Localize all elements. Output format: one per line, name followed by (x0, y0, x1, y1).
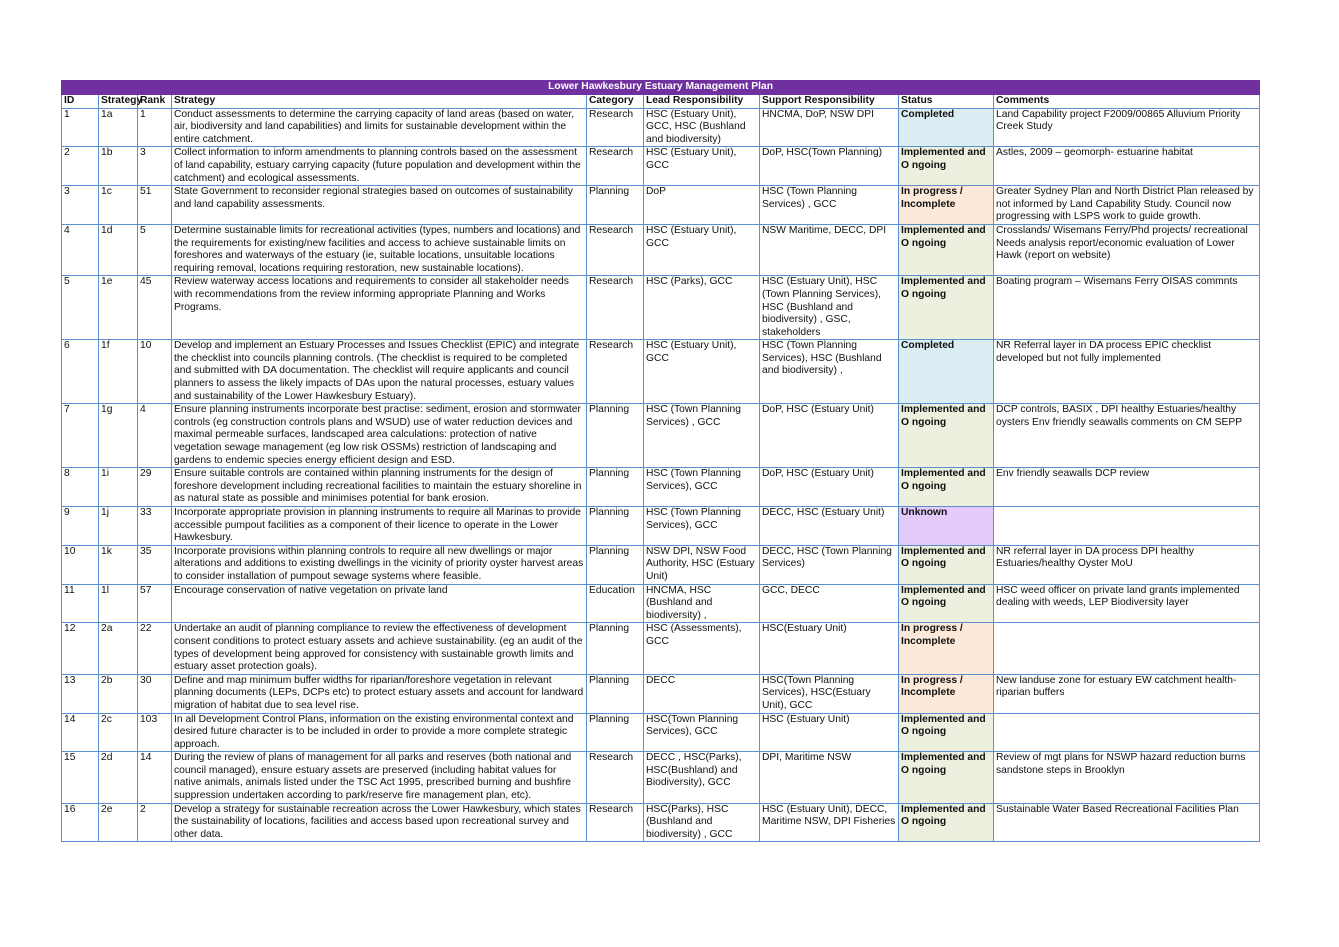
cell-strategy: Encourage conservation of native vegetation on private land (172, 584, 587, 623)
cell-lead-responsibility: HSC (Town Planning Services), GCC (644, 468, 760, 507)
cell-rank: 4 (138, 404, 172, 468)
management-plan-table (61, 80, 1260, 842)
cell-id: 10 (62, 545, 99, 584)
cell-strategy-code: 1l (99, 584, 138, 623)
cell-support-responsibility: HSC(Estuary Unit) (760, 623, 899, 674)
cell-status: Implemented and O ngoing (899, 147, 994, 186)
cell-lead-responsibility: HSC (Assessments), GCC (644, 623, 760, 674)
cell-comments: DCP controls, BASIX , DPI healthy Estuaries/healthy oysters Env friendly seawalls comments on CM SEPP (994, 404, 1260, 468)
header-support-responsibility: Support Responsibility (760, 95, 899, 109)
header-category: Category (587, 95, 644, 109)
cell-rank: 29 (138, 468, 172, 507)
cell-id: 6 (62, 340, 99, 404)
cell-category: Research (587, 147, 644, 186)
cell-id: 5 (62, 276, 99, 340)
cell-support-responsibility: DoP, HSC(Town Planning) (760, 147, 899, 186)
cell-strategy-code: 2c (99, 713, 138, 752)
cell-strategy-code: 1k (99, 545, 138, 584)
cell-id: 16 (62, 803, 99, 842)
cell-strategy: Develop a strategy for sustainable recreation across the Lower Hawkesbury, which states the sustainability of locations, facilities and access based upon recreational survey and other data. (172, 803, 587, 842)
cell-category: Research (587, 803, 644, 842)
cell-support-responsibility: HSC (Town Planning Services), HSC (Bushland and biodiversity) , (760, 340, 899, 404)
cell-id: 2 (62, 147, 99, 186)
cell-lead-responsibility: DECC , HSC(Parks), HSC(Bushland) and Biodiversity), GCC (644, 752, 760, 803)
cell-support-responsibility: HNCMA, DoP, NSW DPI (760, 108, 899, 147)
cell-status: Implemented and O ngoing (899, 224, 994, 275)
table-row (62, 276, 1260, 340)
cell-strategy: Review waterway access locations and requirements to consider all stakeholder needs with recommendations from the review informing appropriate Planning and Works Programs. (172, 276, 587, 340)
table-title: Lower Hawkesbury Estuary Management Plan (62, 81, 1260, 95)
cell-lead-responsibility: HSC(Town Planning Services), GCC (644, 713, 760, 752)
cell-status: Implemented and O ngoing (899, 545, 994, 584)
cell-status: In progress / Incomplete (899, 623, 994, 674)
cell-strategy: Determine sustainable limits for recreational activities (types, numbers and locations) and the requirements for existing/new facilities and access to achieve sustainable limits on foreshores and waterways of the estuary (ie, suitable locations, unsuitable locations requiring removal, locations requiring restoration, new sustainable locations). (172, 224, 587, 275)
cell-lead-responsibility: HSC (Estuary Unit), GCC (644, 340, 760, 404)
cell-strategy-code: 1i (99, 468, 138, 507)
spreadsheet (61, 80, 1259, 842)
cell-support-responsibility: HSC (Estuary Unit) (760, 713, 899, 752)
cell-id: 11 (62, 584, 99, 623)
cell-lead-responsibility: NSW DPI, NSW Food Authority, HSC (Estuary Unit) (644, 545, 760, 584)
cell-strategy: Incorporate provisions within planning controls to require all new dwellings or major alterations and additions to existing dwellings in the vicinity of priority oyster harvest areas to consider installation of pumpout sewage systems where feasible. (172, 545, 587, 584)
cell-id: 12 (62, 623, 99, 674)
table-row (62, 468, 1260, 507)
cell-rank: 33 (138, 507, 172, 546)
cell-category: Planning (587, 674, 644, 713)
cell-category: Planning (587, 468, 644, 507)
cell-comments: Land Capability project F2009/00865 Alluvium Priority Creek Study (994, 108, 1260, 147)
cell-rank: 103 (138, 713, 172, 752)
cell-strategy-code: 1j (99, 507, 138, 546)
cell-status: Implemented and O ngoing (899, 404, 994, 468)
table-row (62, 108, 1260, 147)
cell-support-responsibility: DPI, Maritime NSW (760, 752, 899, 803)
cell-strategy: Ensure suitable controls are contained within planning instruments for the design of foreshore development including recreational facilities to maintain the estuary shoreline in as natural state as possible and minimises potential for bank erosion. (172, 468, 587, 507)
cell-strategy-code: 2b (99, 674, 138, 713)
cell-support-responsibility: HSC (Estuary Unit), HSC (Town Planning Services), HSC (Bushland and biodiversity) , GSC, stakeholders (760, 276, 899, 340)
table-row (62, 545, 1260, 584)
cell-support-responsibility: DoP, HSC (Estuary Unit) (760, 404, 899, 468)
table-row (62, 584, 1260, 623)
cell-status: Implemented and O ngoing (899, 713, 994, 752)
cell-strategy-code: 1f (99, 340, 138, 404)
cell-strategy-code: 1e (99, 276, 138, 340)
header-lead-responsibility: Lead Responsibility (644, 95, 760, 109)
table-row (62, 147, 1260, 186)
cell-lead-responsibility: DECC (644, 674, 760, 713)
cell-strategy: In all Development Control Plans, information on the existing environmental context and desired future character is to be included in order to provide a more complete strategic approach. (172, 713, 587, 752)
cell-support-responsibility: HSC (Town Planning Services) , GCC (760, 186, 899, 225)
header-strategy-code: Strategy (99, 95, 138, 109)
table-row (62, 340, 1260, 404)
cell-comments: Greater Sydney Plan and North District Plan released by not informed by Land Capability Study. Council now progressing with LSPS work to guide growth. (994, 186, 1260, 225)
cell-status: Implemented and O ngoing (899, 584, 994, 623)
cell-id: 15 (62, 752, 99, 803)
table-row (62, 752, 1260, 803)
cell-status: Implemented and O ngoing (899, 468, 994, 507)
table-row (62, 713, 1260, 752)
cell-category: Research (587, 224, 644, 275)
table-row (62, 404, 1260, 468)
cell-category: Planning (587, 186, 644, 225)
cell-support-responsibility: HSC (Estuary Unit), DECC, Maritime NSW, DPI Fisheries (760, 803, 899, 842)
cell-id: 14 (62, 713, 99, 752)
cell-strategy: Define and map minimum buffer widths for riparian/foreshore vegetation in relevant planning documents (LEPs, DCPs etc) to protect estuary assets and account for landward migration of habitat due to sea level rise. (172, 674, 587, 713)
table-body (62, 108, 1260, 842)
header-status: Status (899, 95, 994, 109)
cell-status: Implemented and O ngoing (899, 803, 994, 842)
table-row (62, 507, 1260, 546)
cell-rank: 35 (138, 545, 172, 584)
cell-rank: 51 (138, 186, 172, 225)
cell-comments: Astles, 2009 – geomorph- estuarine habitat (994, 147, 1260, 186)
cell-comments: HSC weed officer on private land grants implemented dealing with weeds, LEP Biodiversity layer (994, 584, 1260, 623)
cell-comments (994, 507, 1260, 546)
cell-category: Education (587, 584, 644, 623)
cell-id: 7 (62, 404, 99, 468)
cell-rank: 30 (138, 674, 172, 713)
table-row (62, 186, 1260, 225)
cell-lead-responsibility: DoP (644, 186, 760, 225)
cell-strategy: Conduct assessments to determine the carrying capacity of land areas (based on water, air, biodiversity and land capabilities) and limits for sustainable development within the entire catchment. (172, 108, 587, 147)
cell-category: Planning (587, 507, 644, 546)
cell-status: Completed (899, 108, 994, 147)
cell-support-responsibility: DECC, HSC (Town Planning Services) (760, 545, 899, 584)
cell-comments: Sustainable Water Based Recreational Facilities Plan (994, 803, 1260, 842)
cell-id: 4 (62, 224, 99, 275)
cell-category: Research (587, 108, 644, 147)
cell-status: In progress / Incomplete (899, 674, 994, 713)
cell-rank: 1 (138, 108, 172, 147)
cell-support-responsibility: DECC, HSC (Estuary Unit) (760, 507, 899, 546)
cell-strategy-code: 2a (99, 623, 138, 674)
header-rank: Rank (138, 95, 172, 109)
cell-lead-responsibility: HSC (Estuary Unit), GCC (644, 147, 760, 186)
cell-support-responsibility: HSC(Town Planning Services), HSC(Estuary Unit), GCC (760, 674, 899, 713)
cell-rank: 22 (138, 623, 172, 674)
table-row (62, 674, 1260, 713)
cell-id: 3 (62, 186, 99, 225)
cell-strategy-code: 1g (99, 404, 138, 468)
cell-comments: Env friendly seawalls DCP review (994, 468, 1260, 507)
cell-category: Planning (587, 545, 644, 584)
cell-rank: 14 (138, 752, 172, 803)
cell-status: Implemented and O ngoing (899, 276, 994, 340)
cell-comments: Review of mgt plans for NSWP hazard reduction burns sandstone steps in Brooklyn (994, 752, 1260, 803)
cell-category: Planning (587, 713, 644, 752)
cell-category: Planning (587, 404, 644, 468)
cell-comments: NR Referral layer in DA process EPIC checklist developed but not fully implemented (994, 340, 1260, 404)
cell-rank: 10 (138, 340, 172, 404)
cell-status: Completed (899, 340, 994, 404)
table-row (62, 623, 1260, 674)
cell-strategy: During the review of plans of management for all parks and reserves (both national and council managed), ensure estuary assets are preserved (including habitat values for native animals, animals listed under the TSC Act 1995, prescribed burning and bushfire suppression undertaken according to park/reserve fire management plan, etc). (172, 752, 587, 803)
cell-strategy: Undertake an audit of planning compliance to review the effectiveness of development consent conditions to protect estuary assets and achieve sustainability. (eg an audit of the types of development being approved for consistency with sustainable growth limits and estuary asset protection goals). (172, 623, 587, 674)
cell-strategy-code: 2d (99, 752, 138, 803)
header-id: ID (62, 95, 99, 109)
cell-lead-responsibility: HNCMA, HSC (Bushland and biodiversity) , (644, 584, 760, 623)
cell-comments (994, 713, 1260, 752)
cell-rank: 5 (138, 224, 172, 275)
cell-comments: NR referral layer in DA process DPI healthy Estuaries/healthy Oyster MoU (994, 545, 1260, 584)
cell-comments (994, 623, 1260, 674)
cell-rank: 45 (138, 276, 172, 340)
cell-status: In progress / Incomplete (899, 186, 994, 225)
cell-category: Research (587, 340, 644, 404)
cell-strategy: Develop and implement an Estuary Processes and Issues Checklist (EPIC) and integrate the checklist into councils planning controls. (The checklist is required to be completed and submitted with DA documentation. The checklist will require applicants and council planners to assess the likely impacts of DAs upon the natural processes, estuary values and sustainability of the Lower Hawkesbury Estuary). (172, 340, 587, 404)
cell-lead-responsibility: HSC (Town Planning Services) , GCC (644, 404, 760, 468)
cell-support-responsibility: NSW Maritime, DECC, DPI (760, 224, 899, 275)
cell-id: 9 (62, 507, 99, 546)
cell-category: Research (587, 752, 644, 803)
table-row (62, 803, 1260, 842)
cell-category: Research (587, 276, 644, 340)
cell-strategy-code: 2e (99, 803, 138, 842)
cell-support-responsibility: DoP, HSC (Estuary Unit) (760, 468, 899, 507)
cell-id: 13 (62, 674, 99, 713)
cell-rank: 2 (138, 803, 172, 842)
cell-lead-responsibility: HSC (Parks), GCC (644, 276, 760, 340)
cell-status: Implemented and O ngoing (899, 752, 994, 803)
cell-strategy-code: 1c (99, 186, 138, 225)
cell-comments: New landuse zone for estuary EW catchment health- riparian buffers (994, 674, 1260, 713)
cell-strategy: Incorporate appropriate provision in planning instruments to require all Marinas to provide accessible pumpout facilities as a component of their licence to operate in the Lower Hawkesbury. (172, 507, 587, 546)
cell-support-responsibility: GCC, DECC (760, 584, 899, 623)
cell-category: Planning (587, 623, 644, 674)
cell-rank: 57 (138, 584, 172, 623)
cell-rank: 3 (138, 147, 172, 186)
cell-strategy: Collect information to inform amendments to planning controls based on the assessment of land capability, estuary carrying capacity (future population and development within the catchment) and ecological assessments. (172, 147, 587, 186)
cell-status: Unknown (899, 507, 994, 546)
table-row (62, 224, 1260, 275)
cell-id: 1 (62, 108, 99, 147)
cell-lead-responsibility: HSC (Estuary Unit), GCC (644, 224, 760, 275)
cell-strategy: Ensure planning instruments incorporate best practise: sediment, erosion and stormwater controls (eg construction controls plans and WSUD) use of water reduction devices and maximal permeable surfaces, landscaped area calculations: protection of native vegetation sewage management (eg low risk OSSMs) restriction of landscaping and gardens to endemic species energy efficient design and ESD. (172, 404, 587, 468)
cell-strategy-code: 1d (99, 224, 138, 275)
cell-comments: Crosslands/ Wisemans Ferry/Phd projects/ recreational Needs analysis report/economic evaluation of Lower Hawk (report on website) (994, 224, 1260, 275)
cell-strategy-code: 1a (99, 108, 138, 147)
cell-strategy: State Government to reconsider regional strategies based on outcomes of sustainability and land capability assessments. (172, 186, 587, 225)
cell-lead-responsibility: HSC (Estuary Unit), GCC, HSC (Bushland and biodiversity) (644, 108, 760, 147)
header-strategy: Strategy (172, 95, 587, 109)
cell-strategy-code: 1b (99, 147, 138, 186)
cell-lead-responsibility: HSC (Town Planning Services), GCC (644, 507, 760, 546)
cell-lead-responsibility: HSC(Parks), HSC (Bushland and biodiversity) , GCC (644, 803, 760, 842)
cell-id: 8 (62, 468, 99, 507)
header-comments: Comments (994, 95, 1260, 109)
cell-comments: Boating program – Wisemans Ferry OISAS commnts (994, 276, 1260, 340)
